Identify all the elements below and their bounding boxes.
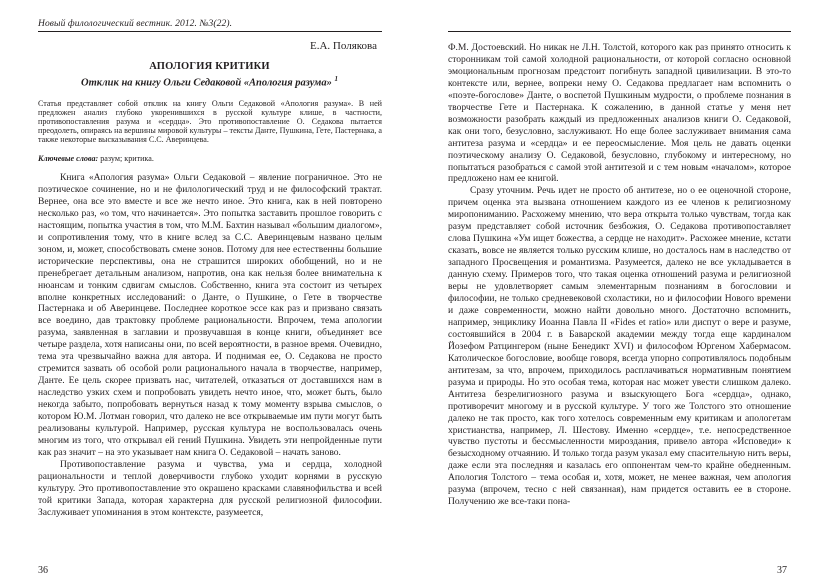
- article-title: АПОЛОГИЯ КРИТИКИ: [149, 61, 270, 72]
- paragraph: Противопоставление разума и чувства, ума и сердца, холодной рациональности и теплой доверчивости глубоко уходит корнями в русскую культуру. Это противопоставление это окрашено красками славянофильства и всей той критики Запада, которая характерна для русской религиозной философии. Заслуживает упоминания в этом контексте, разумеется,: [38, 458, 382, 518]
- header-rule: [38, 31, 382, 32]
- body-text: [38, 172, 382, 519]
- keywords: [38, 154, 382, 163]
- article-subtitle: [38, 75, 381, 89]
- right-page: [410, 0, 820, 582]
- subtitle-text: Отклик на книгу Ольги Седаковой «Апология разума»: [80, 77, 332, 89]
- header-rule: [448, 31, 791, 32]
- body-text: [448, 42, 791, 508]
- article-author: Е.А. Полякова: [310, 40, 377, 52]
- paragraph: Книга «Апология разума» Ольги Седаковой – явление пограничное. Это не поэтическое сочинение, но и не филологический труд и не философский трактат. Вернее, она все это вместе и все же нечто иное. Это книга, как в ней повторено несколько раз, «о том, что начинается». Это попытка заставить прошлое говорить с настоящим, попытка участия в том, что М.М. Бахтин называл «большим диалогом», и сопротивления тому, что в книге вслед за С.С. Аверинцевым названо целым зоном, и, может, способствовать смене зонов. Потому для нее естественны большие исторические перспективы, она не страшится широких обобщений, но и не пренебрегает детальным анализом, напротив, она как нельзя более внимательна к нюансам и тонким сдвигам смыслов. Собственно, книга эта состоит из четырех вполне конкретных исследований: о Данте, о Пушкине, о Гете в творчестве Пастернака и об Аверинцеве. Последнее короткое эссе как раз и призвано связать все воедино, дав трактовку проблеме рациональности. Впрочем, тема апологии разума, заявленная в заглавии и прозвучавшая в конце книги, объединяет все четыре раздела, хотя написаны они, по всей вероятности, в разное время. Очевидно, тема эта чрезвычайно важна для автора. И поднимая ее, О. Седакова не просто стремится зазвать об особой роли рационального начала в творчестве, например, Данте. Ее цель скорее призвать нас, читателей, отказаться от доставшихся нам в наследство узких схем и попробовать увидеть нечто иное, что, может быть, было некогда забыто, попробовать вернуться назад к тому моменту взрыва смыслов, о котором Ю.М. Лотман говорил, что далеко не все открываемые им пути могут быть реализованы культурой. Например, русская культура не воспользовалась очень многим из того, что открывал ей гений Пушкина. Увидеть эти непройденные пути как раз значит – на это указывает нам книга О. Седаковой – начать заново.: [38, 172, 382, 458]
- keywords-label: Ключевые слова:: [38, 154, 99, 163]
- page-number: 37: [777, 565, 787, 576]
- page-number: 36: [38, 565, 48, 576]
- abstract: Статья представляет собой отклик на книгу Ольги Седаковой «Апология разума». В ней предложен анализ глубоко укоренившихся в русской культуре клише, в частности, противопоставления разума и «сердца». Это противопоставление О. Седакова пытается преодолеть, опираясь на вершины мировой культуры – тексты Данте, Пушкина, Гете, Пастернака, а также некоторые высказывания С.С. Аверинцева.: [38, 99, 382, 145]
- footnote-marker: 1: [334, 75, 338, 83]
- running-head: Новый филологический вестник. 2012. №3(22).: [38, 19, 233, 29]
- keywords-list: разум; критика.: [98, 154, 154, 163]
- paragraph: Ф.М. Достоевский. Но никак не Л.Н. Толстой, которого как раз принято относить к сторонникам той самой холодной рациональности, от которой согласно основной эмоциональным прогнозам предстоит погибнуть западной цивилизации. В это-то контексте или, вернее, вопреки нему О. Седакова предлагает нам вспомнить о «поэте-богослове» Данте, о воспетой Пушкиным мудрости, о проблеме познания в творчестве Гете и Пастернака. К сожалению, в данной статье у меня нет возможности разобрать каждый из предложенных анализов книги О. Седаковой, как они того, безусловно, заслуживают. Но еще более заслуживает внимания сама антитеза разума и «сердца» и ее переосмысление. Моя цель не давать оценки поэтическому анализу О. Седаковой, безусловно, глубокому и интересному, но попытаться разобраться с самой этой антитезой и с тем новым «началом», которое предложено нам ее книгой.: [448, 42, 791, 185]
- paragraph: Сразу уточним. Речь идет не просто об антитезе, но о ее оценочной стороне, причем оценка эта вызвана отношением каждого из ее членов к религиозному миропониманию. Расхожему мнению, что вера открыта только чувствам, тогда как разум представляет собой источник безбожия, О. Седакова противопоставляет слова Пушкина «Ум ищет божества, а сердце не находит». Расхожее мнение, кстати сказать, вовсе не является только русским клише, но досталось нам в наследство от западного Просвещения и романтизма. Разумеется, далеко не все укладывается в данную схему. Примеров того, что такая оценка отношений разума и религиозной веры не удовлетворяет самым элементарным познаниям в богословии и философии, не только средневековой схоластики, но и философии Нового времени и даже современности, можно найти довольно много. Достаточно вспомнить, например, энциклику Иоанна Павла II «Fides et ratio» или диспут о вере и разуме, состоявшийся в 2004 г. в Баварской академии между тогда еще кардиналом Йозефом Ратцингером (ныне Бенедикт XVI) и философом Юргеном Хабермасом. Католическое богословие, вообще говоря, всегда упорно сопротивлялось подобным антитезам, за что, впрочем, приходилось расплачиваться нормативным понятием разума и природы. Но это особая тема, которая нас может увести слишком далеко. Антитеза безрелигиозного разума и взыскующего Бога «сердца», однако, противоречит многому и в русской культуре. У того же Толстого это отношение далеко не так просто, как того хотелось современным ему критикам и апологетам христианства, например, Л. Шестову. Именно «сердце», т.е. непосредственное чувство пустоты и бессмысленности мироздания, привело автора «Исповеди» к безысходному отчаянию. И только тогда разум указал ему спасительную нить веры, даже если эта последняя и казалась его оппонентам чем-то крайне обедненным. Апология Толстого – тема особая и, хотя, может, не менее важная, чем апология разума (впрочем, тесно с ней связанная), нам придется оставить ее в стороне. Получению же все-таки пона-: [448, 185, 791, 508]
